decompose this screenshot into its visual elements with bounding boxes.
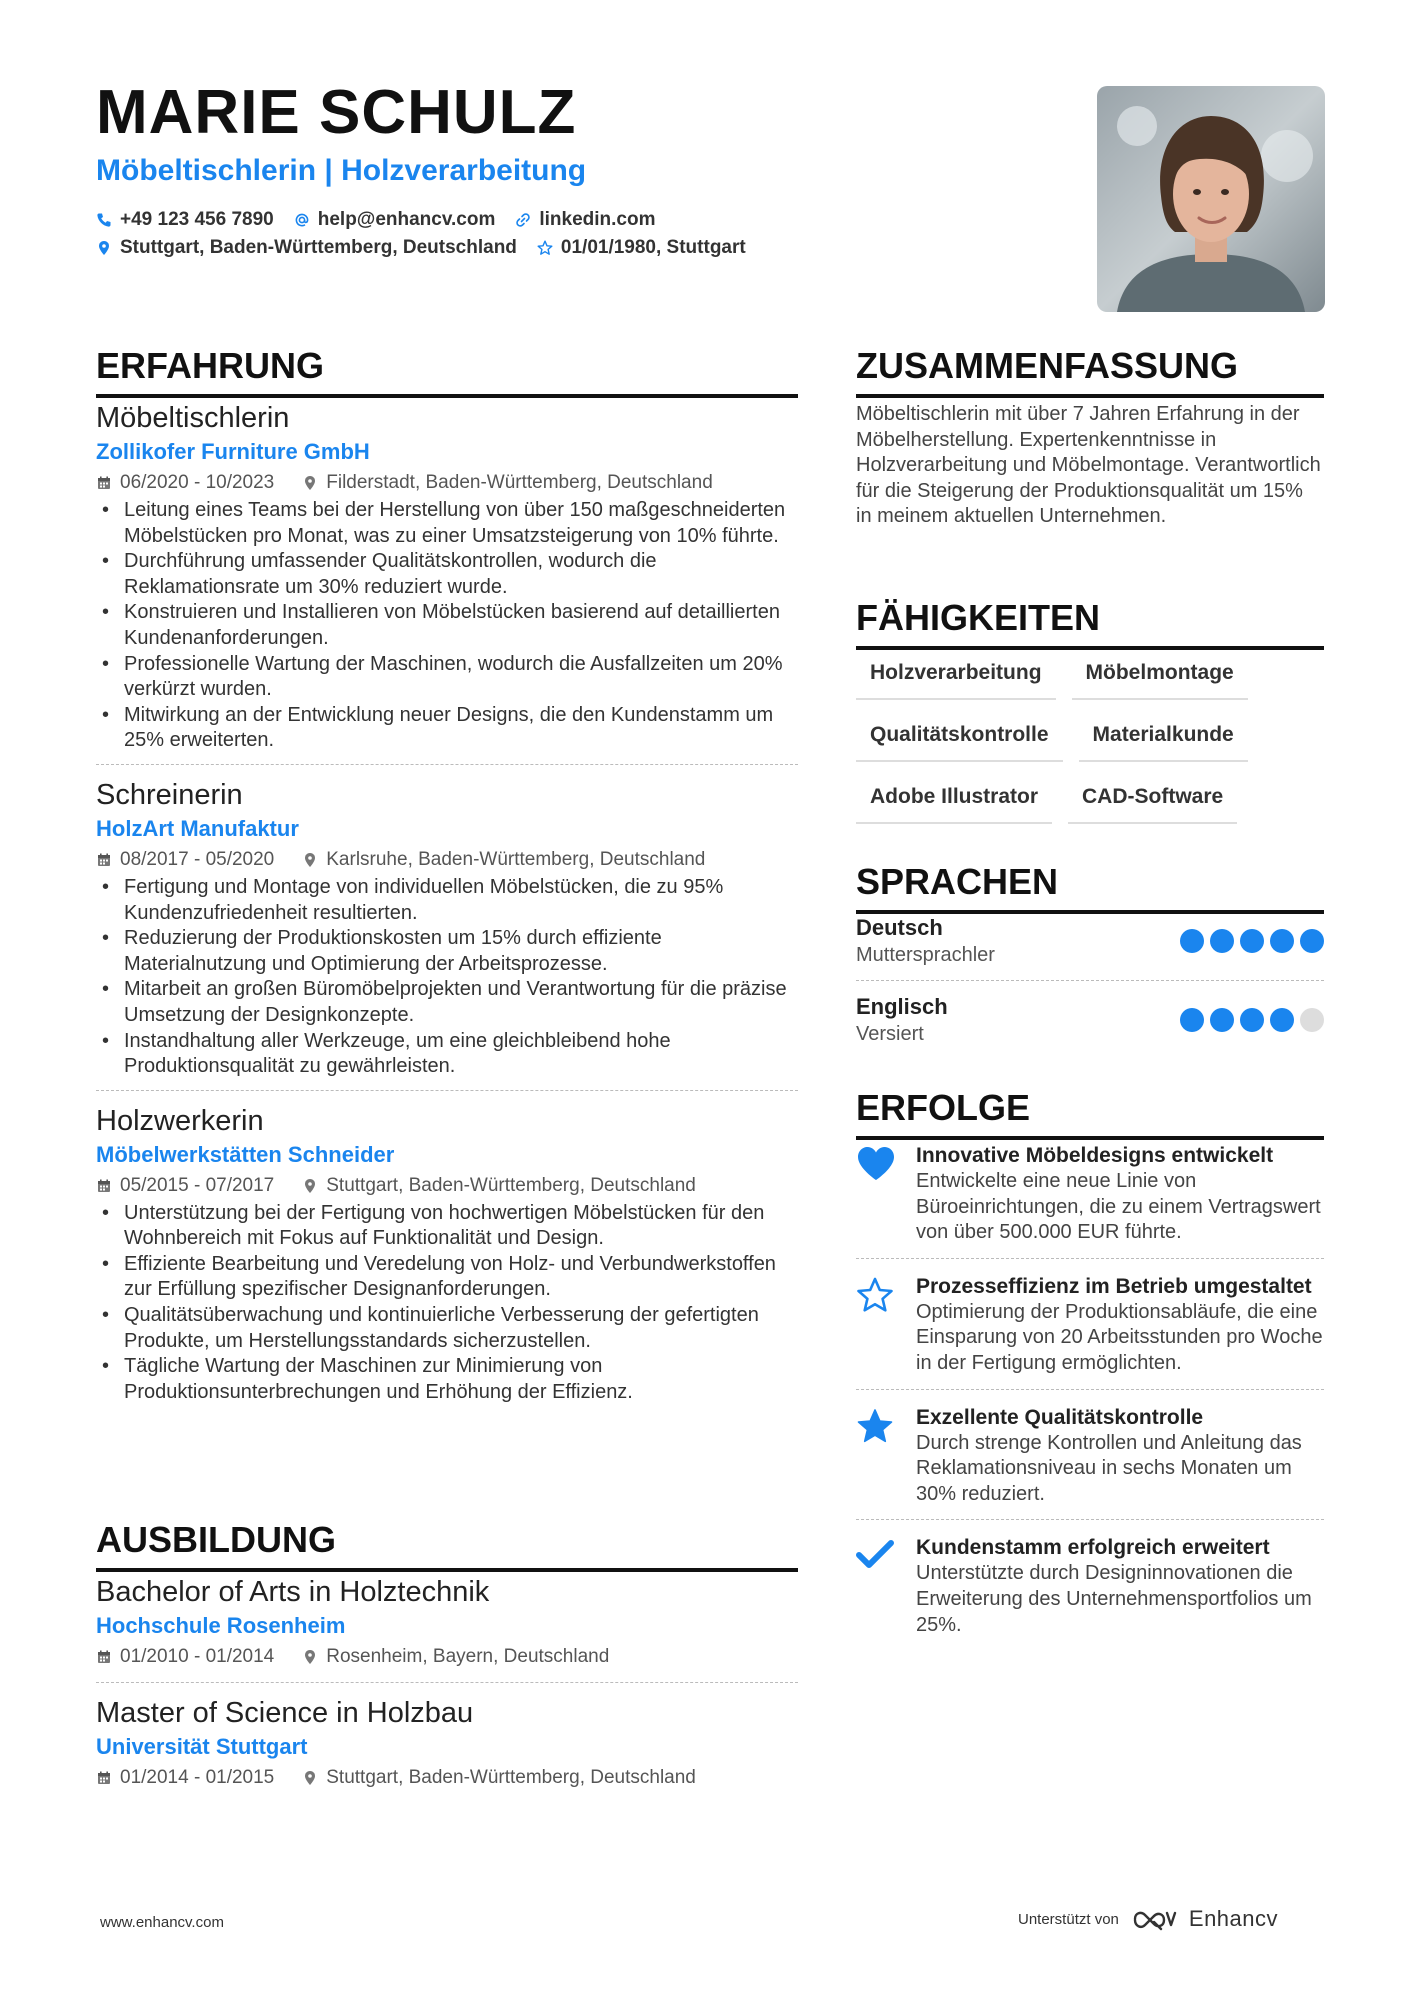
- experience-item: [96, 400, 798, 754]
- achievement-title: Exzellente Qualitätskontrolle: [916, 1405, 1204, 1429]
- education-location: Rosenheim, Bayern, Deutschland: [302, 1642, 609, 1672]
- divider: [96, 1682, 798, 1683]
- achievement-item: [856, 1534, 1324, 1638]
- bullet-item: • Fertigung und Montage von individuellen Möbelstücken, die zu 95% Kundenzufriedenheit resultierten.: [96, 875, 798, 926]
- contact-email[interactable]: [294, 209, 496, 231]
- linkedin-text: linkedin.com: [539, 209, 656, 230]
- divider: [856, 980, 1324, 981]
- education-school[interactable]: Universität Stuttgart: [96, 1734, 308, 1759]
- experience-list: [96, 400, 798, 1405]
- education-dates: 01/2014 - 01/2015: [96, 1763, 274, 1793]
- achievement-desc: Durch strenge Kontrollen und Anleitung das Reklamationsniveau in sechs Monaten um 30% reduziert.: [916, 1431, 1302, 1505]
- location-pin-icon: [302, 852, 318, 868]
- bullet-item: • Leitung eines Teams bei der Herstellung von über 150 maßgeschneiderten Möbelstücken pro Monat, was zu einer Umsatzsteigerung von 10% führte.: [96, 498, 798, 549]
- skill-tag: CAD-Software: [1068, 774, 1237, 824]
- bullet-item: • Effiziente Bearbeitung und Veredelung von Holz- und Verbundwerkstoffen zur Erfüllung spezifischer Designanforderungen.: [96, 1252, 798, 1303]
- candidate-title: Möbeltischlerin | Holzverarbeitung: [96, 154, 587, 187]
- job-location: Filderstadt, Baden-Württemberg, Deutschland: [302, 468, 713, 498]
- bullet-item: • Reduzierung der Produktionskosten um 15% durch effiziente Materialnutzung und Optimierung der Arbeitsprozesse.: [96, 926, 798, 977]
- powered-by-text: Unterstützt von: [1018, 1910, 1119, 1928]
- section-summary-heading: ZUSAMMENFASSUNG: [856, 348, 1324, 398]
- star-filled-icon: [856, 1408, 894, 1444]
- rating-dot-empty: [1300, 1008, 1324, 1032]
- contact-linkedin[interactable]: [515, 209, 655, 231]
- job-location: Stuttgart, Baden-Württemberg, Deutschland: [302, 1171, 696, 1201]
- language-level: Muttersprachler: [856, 944, 995, 966]
- phone-icon: [96, 212, 112, 228]
- rating-dot-filled: [1240, 1008, 1264, 1032]
- bullet-item: • Professionelle Wartung der Maschinen, wodurch die Ausfallzeiten um 20% verkürzt wurden.: [96, 652, 798, 703]
- job-role: Möbeltischlerin: [96, 402, 290, 434]
- education-item: [96, 1574, 798, 1672]
- rating-dot-filled: [1240, 929, 1264, 953]
- rating-dot-filled: [1180, 929, 1204, 953]
- bullet-item: • Konstruieren und Installieren von Möbelstücken basierend auf detaillierten Kundenanforderungen.: [96, 600, 798, 651]
- job-meta: [96, 845, 798, 875]
- bullet-item: • Instandhaltung aller Werkzeuge, um eine gleichbleibend hohe Produktionsqualität zu gewährleisten.: [96, 1029, 798, 1080]
- check-icon: [856, 1538, 894, 1570]
- bullet-item: • Durchführung umfassender Qualitätskontrollen, wodurch die Reklamationsrate um 30% reduziert wurde.: [96, 549, 798, 600]
- divider: [856, 1519, 1324, 1520]
- bullet-item: • Qualitätsüberwachung und kontinuierliche Verbesserung der gefertigten Produkte, um Herstellungsstandards sicherzustellen.: [96, 1303, 798, 1354]
- job-role: Schreinerin: [96, 778, 243, 811]
- job-company[interactable]: Zollikofer Furniture GmbH: [96, 439, 370, 464]
- education-school[interactable]: Hochschule Rosenheim: [96, 1613, 346, 1638]
- divider: [856, 1258, 1324, 1259]
- calendar-icon: [96, 1770, 112, 1786]
- divider: [96, 764, 798, 765]
- achievement-desc: Unterstützte durch Designinnovationen die Erweiterung des Unternehmensportfolios um 25%.: [916, 1562, 1312, 1636]
- location-pin-icon: [302, 1770, 318, 1786]
- star-outline-icon: [856, 1277, 894, 1313]
- education-location: Stuttgart, Baden-Württemberg, Deutschland: [302, 1763, 696, 1793]
- achievement-title: Kundenstamm erfolgreich erweitert: [916, 1536, 1270, 1560]
- languages-list: [856, 914, 1324, 1055]
- education-list: [96, 1574, 798, 1793]
- experience-item: [96, 777, 798, 1080]
- job-location: Karlsruhe, Baden-Württemberg, Deutschland: [302, 845, 705, 875]
- job-company[interactable]: HolzArt Manufaktur: [96, 815, 299, 841]
- achievement-title: Innovative Möbeldesigns entwickelt: [916, 1144, 1274, 1167]
- summary-text: Möbeltischlerin mit über 7 Jahren Erfahrung in der Möbelherstellung. Expertenkenntnisse in Holzverarbeitung und Möbelmontage. Verantwortlich für die Steigerung der Produktionsqualität um 15% in meinem aktuellen Unternehmen.: [856, 403, 1321, 528]
- education-degree: Master of Science in Holzbau: [96, 1697, 474, 1729]
- contact-info: [96, 206, 746, 262]
- skill-tag: Adobe Illustrator: [856, 774, 1052, 824]
- achievement-desc: Optimierung der Produktionsabläufe, die eine Einsparung von 20 Arbeitsstunden pro Woche in der Fertigung ermöglichten.: [916, 1300, 1323, 1374]
- achievement-item: [856, 1142, 1324, 1246]
- location-pin-icon: [302, 1178, 318, 1194]
- profile-photo: [1097, 86, 1325, 312]
- link-icon: [515, 212, 531, 228]
- job-bullets: [96, 875, 798, 1080]
- rating-dot-filled: [1270, 1008, 1294, 1032]
- star-icon: [537, 240, 553, 256]
- language-level: Versiert: [856, 1023, 924, 1045]
- profile-photo-image: [1097, 86, 1325, 312]
- bullet-item: • Mitwirkung an der Entwicklung neuer Designs, die den Kundenstamm um 25% erweiterten.: [96, 703, 798, 754]
- section-languages-heading: SPRACHEN: [856, 864, 1324, 914]
- job-meta: [96, 1171, 798, 1201]
- job-company[interactable]: Möbelwerkstätten Schneider: [96, 1141, 395, 1167]
- rating-dot-filled: [1210, 1008, 1234, 1032]
- education-dates: 01/2010 - 01/2014: [96, 1642, 274, 1672]
- enhancv-logo-icon: [1131, 1907, 1177, 1931]
- skill-tag: Möbelmontage: [1072, 650, 1248, 700]
- job-dates: 06/2020 - 10/2023: [96, 468, 274, 498]
- footer-website[interactable]: www.enhancv.com: [100, 1914, 224, 1931]
- location-pin-icon: [302, 1649, 318, 1665]
- job-bullets: [96, 1201, 798, 1406]
- achievement-item: [856, 1404, 1324, 1508]
- birth-text: 01/01/1980, Stuttgart: [560, 237, 746, 258]
- bullet-item: • Unterstützung bei der Fertigung von hochwertigen Möbelstücken für den Wohnbereich mit Fokus auf Funktionalität und Design.: [96, 1201, 798, 1252]
- achievements-list: [856, 1142, 1324, 1638]
- rating-dot-filled: [1270, 929, 1294, 953]
- contact-location: [96, 237, 517, 259]
- section-skills-heading: FÄHIGKEITEN: [856, 600, 1324, 650]
- calendar-icon: [96, 1178, 112, 1194]
- bullet-item: • Tägliche Wartung der Maschinen zur Minimierung von Produktionsunterbrechungen und Erhöhung der Effizienz.: [96, 1354, 798, 1405]
- language-rating: [1180, 929, 1324, 953]
- language-item: [856, 993, 1324, 1055]
- footer-powered-by[interactable]: [1018, 1906, 1278, 1932]
- location-pin-icon: [96, 240, 112, 256]
- bullet-item: • Mitarbeit an großen Büromöbelprojekten und Verantwortung für die präzise Umsetzung der Designkonzepte.: [96, 977, 798, 1028]
- rating-dot-filled: [1180, 1008, 1204, 1032]
- achievement-item: [856, 1273, 1324, 1377]
- candidate-name: MARIE SCHULZ: [96, 78, 577, 147]
- divider: [856, 1389, 1324, 1390]
- skills-list: [856, 650, 1324, 824]
- education-item: [96, 1695, 798, 1793]
- skill-tag: Qualitätskontrolle: [856, 712, 1063, 762]
- calendar-icon: [96, 852, 112, 868]
- contact-phone[interactable]: [96, 209, 274, 231]
- rating-dot-filled: [1300, 929, 1324, 953]
- job-bullets: [96, 498, 798, 754]
- job-dates: 05/2015 - 07/2017: [96, 1171, 274, 1201]
- experience-item: [96, 1103, 798, 1406]
- calendar-icon: [96, 1649, 112, 1665]
- education-meta: [96, 1642, 798, 1672]
- at-icon: [294, 212, 310, 228]
- skill-tag: Holzverarbeitung: [856, 650, 1056, 700]
- section-education-heading: AUSBILDUNG: [96, 1522, 798, 1572]
- education-meta: [96, 1763, 798, 1793]
- location-pin-icon: [302, 475, 318, 491]
- job-meta: [96, 468, 798, 498]
- section-experience-heading: ERFAHRUNG: [96, 348, 798, 398]
- contact-birth: [537, 237, 746, 259]
- heart-icon: [856, 1146, 896, 1182]
- brand-name: Enhancv: [1188, 1906, 1279, 1931]
- divider: [96, 1090, 798, 1091]
- language-rating: [1180, 1008, 1324, 1032]
- email-text: help@enhancv.com: [317, 209, 496, 230]
- calendar-icon: [96, 475, 112, 491]
- job-dates: 08/2017 - 05/2020: [96, 845, 274, 875]
- rating-dot-filled: [1210, 929, 1234, 953]
- location-text: Stuttgart, Baden-Württemberg, Deutschland: [120, 237, 517, 258]
- language-name: Englisch: [856, 994, 948, 1019]
- achievement-title: Prozesseffizienz im Betrieb umgestaltet: [916, 1274, 1312, 1298]
- education-degree: Bachelor of Arts in Holztechnik: [96, 1576, 490, 1608]
- skill-tag: Materialkunde: [1079, 712, 1248, 762]
- achievement-desc: Entwickelte eine neue Linie von Büroeinrichtungen, die zu einem Vertragswert von über 500.000 EUR führte.: [916, 1170, 1321, 1244]
- section-achievements-heading: ERFOLGE: [856, 1090, 1324, 1140]
- phone-text: +49 123 456 7890: [120, 209, 274, 230]
- language-name: Deutsch: [856, 915, 943, 940]
- job-role: Holzwerkerin: [96, 1104, 264, 1137]
- language-item: [856, 914, 1324, 976]
